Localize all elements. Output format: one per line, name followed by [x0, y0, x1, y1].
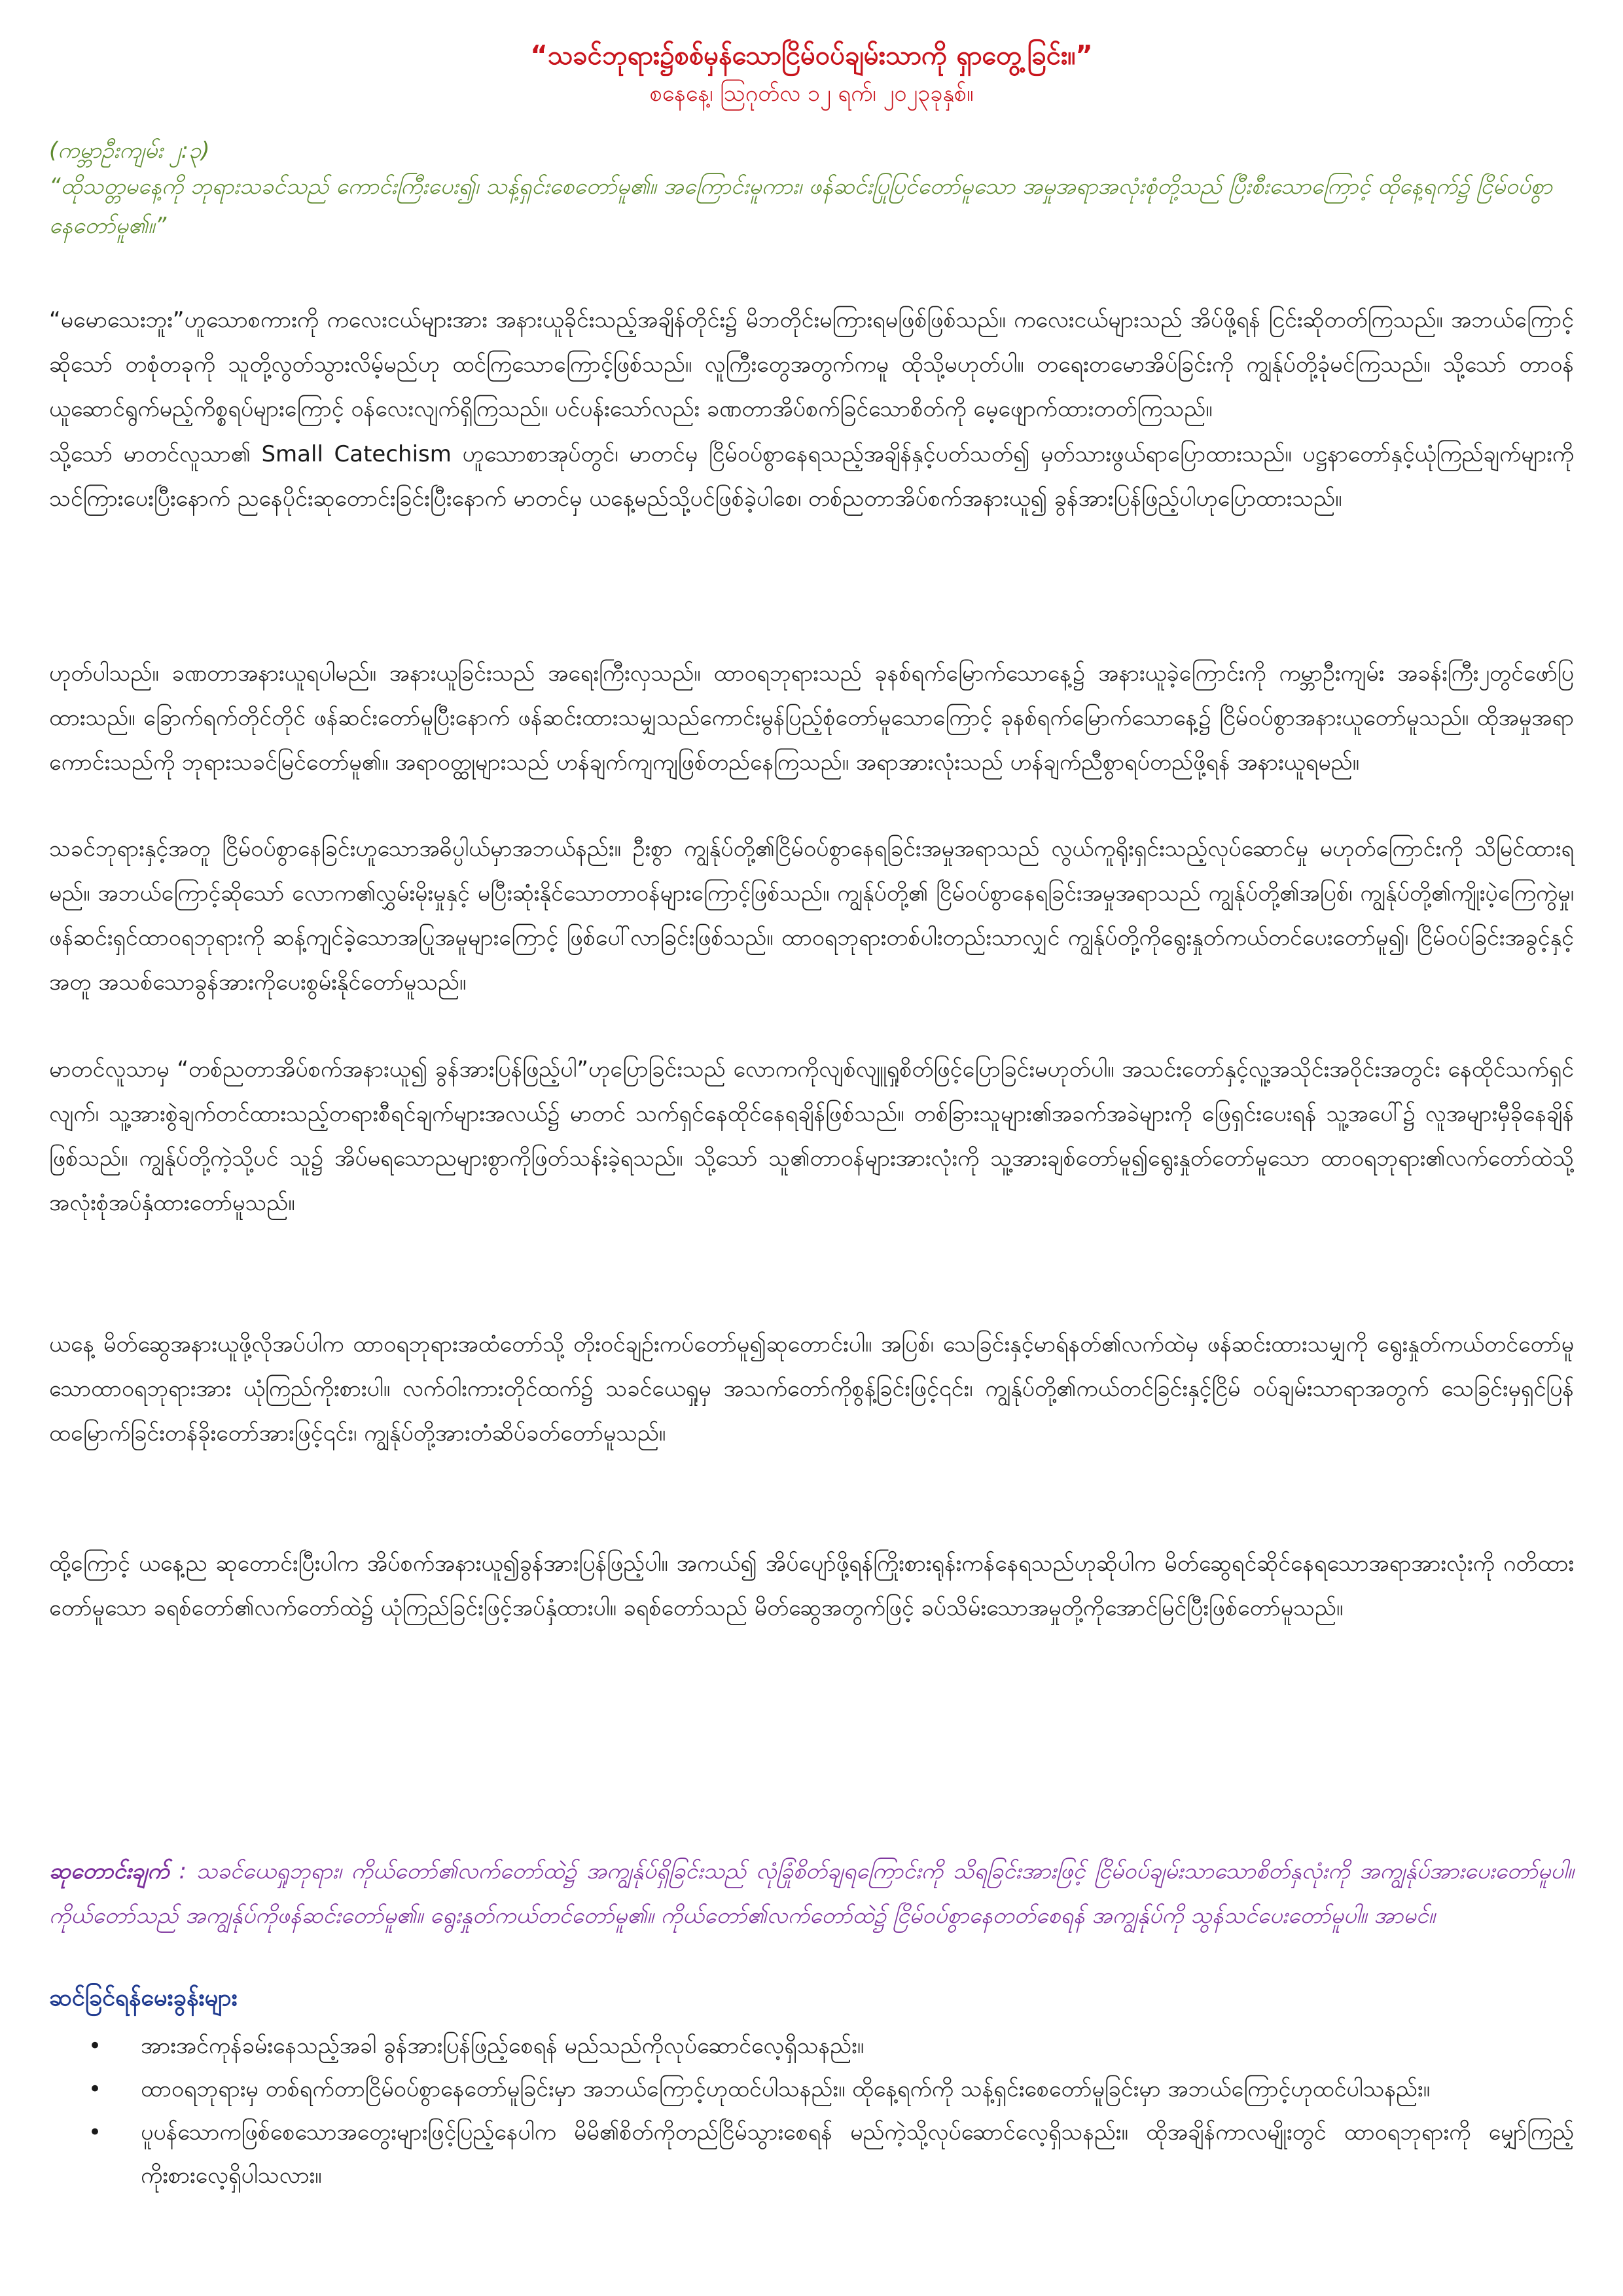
paragraph-3: ဟုတ်ပါသည်။ ခဏတာအနားယူရပါမည်။ အနားယူခြင်းသည် အရေးကြီးလှသည်။ ထာဝရဘုရားသည် ခုနစ်ရက်မြောက်သောနေ့၌ အနားယူခဲ့ကြောင်းကို ကမ္ဘာဦးကျမ်း အခန်းကြီး၂တွင်ဖော်ပြထားသည်။ ခြောက်ရက်တိုင်တိုင် ဖန်ဆင်းတော်မူပြီးနောက် ဖန်ဆင်းထားသမျှသည်ကောင်းမွန်ပြည့်စုံတော်မူသောကြောင့် ခုနစ်ရက်မြောက်သောနေ့၌ ငြိမ်ဝပ်စွာအနားယူတော်မူသည်။ ထိုအမှုအရာကောင်းသည်ကို ဘုရားသခင်မြင်တော်မူ၏။ အရာဝတ္ထုများသည် ဟန်ချက်ကျကျဖြစ်တည်နေကြသည်။ အရာအားလုံးသည် ဟန်ချက်ညီစွာရပ်တည်ဖို့ရန် အနားယူရမည်။ [49, 660, 1574, 776]
question-text: အားအင်ကုန်ခမ်းနေသည့်အခါ ခွန်အားပြန်ဖြည့်စေရန် မည်သည်ကိုလုပ်ဆောင်လေ့ရှိသနည်း။ [141, 2033, 865, 2059]
prayer-separator: : [169, 1858, 187, 1884]
page-title: “သခင်ဘုရား၌စစ်မှန်သောငြိမ်ဝပ်ချမ်းသာကို ရှာတွေ့ခြင်း။” [530, 41, 1093, 71]
header [0, 36, 1623, 112]
paragraph-4: သခင်ဘုရားနှင့်အတူ ငြိမ်ဝပ်စွာနေခြင်းဟူသောအဓိပ္ပါယ်မှာအဘယ်နည်း။ ဦးစွာ ကျွန်ုပ်တို့၏ငြိမ်ဝပ်စွာနေရခြင်းအမှုအရာသည် လွယ်ကူရိုးရှင်းသည့်လုပ်ဆောင်မှု မဟုတ်ကြောင်းကို သိမြင်ထားရမည်။ အဘယ်ကြောင့်ဆိုသော် လောက၏လွှမ်းမိုးမှုနှင့် မပြီးဆုံးနိုင်သောတာဝန်များကြောင့်ဖြစ်သည်။ ကျွန်ုပ်တို့၏ ငြိမ်ဝပ်စွာနေရခြင်းအမှုအရာသည် ကျွန်ုပ်တို့၏အပြစ်၊ ကျွန်ုပ်တို့၏ကျိုးပဲ့ကြေကွဲမှု၊ ဖန်ဆင်းရှင်ထာဝရဘုရားကို ဆန့်ကျင်ခဲ့သောအပြုအမူများကြောင့် ဖြစ်ပေါ်လာခြင်းဖြစ်သည်။ ထာဝရဘုရားတစ်ပါးတည်းသာလျှင် ကျွန်ုပ်တို့ကိုရွေးနှုတ်ကယ်တင်ပေးတော်မူ၍၊ ငြိမ်ဝပ်ခြင်းအခွင့်နှင့်အတူ အသစ်သောခွန်အားကိုပေးစွမ်းနိုင်တော်မူသည်။ [49, 836, 1574, 996]
date-line: စနေနေ့၊ ဩဂုတ်လ ၁၂ ရက်၊ ၂၀၂၃ခုနှစ်။ [649, 81, 974, 107]
prayer-block [49, 1849, 1574, 1938]
prayer-text: သခင်ယေရှုဘုရား၊ ကိုယ်တော်၏လက်တော်ထဲ၌ အကျွန်ုပ်ရှိခြင်းသည် လုံခြုံစိတ်ချရကြောင်းကို သိရခြင်းအားဖြင့် ငြိမ်ဝပ်ချမ်းသာသောစိတ်နှလုံးကို အကျွန်ုပ်အားပေးတော်မူပါ။ ကိုယ်တော်သည် အကျွန်ုပ်ကိုဖန်ဆင်းတော်မူ၏။ ရွေးနှုတ်ကယ်တင်တော်မူ၏။ ကိုယ်တော်၏လက်တော်ထဲ၌ ငြိမ်ဝပ်စွာနေတတ်စေရန် အကျွန်ုပ်ကို သွန်သင်ပေးတော်မူပါ။ အာမင်။ [49, 1858, 1574, 1929]
paragraph-2: သို့သော် မာတင်လူသာ၏ Small Catechism ဟူသောစာအုပ်တွင်၊ မာတင်မှ ငြိမ်ဝပ်စွာနေရသည့်အချိန်နှင့်ပတ်သတ်၍ မှတ်သားဖွယ်ရာပြောထားသည်။ ပဋ္ဌနာတော်နှင့်ယုံကြည်ချက်များကို သင်ကြားပေးပြီးနောက် ညနေပိုင်းဆုတောင်းခြင်းပြီးနောက် မာတင်မှ ယနေ့မည်သို့ပင်ဖြစ်ခဲ့ပါစေ၊ တစ်ညတာအိပ်စက်အနားယူ၍ ခွန်အားပြန်ဖြည့်ပါဟုပြောထားသည်။ [49, 441, 1574, 512]
question-item [49, 2024, 1574, 2068]
prayer-label: ဆုတောင်းချက် [49, 1858, 169, 1884]
question-item [49, 2111, 1574, 2197]
paragraph-1: “မမောသေးဘူး”ဟူသောစကားကို ကလေးငယ်များအား အနားယူခိုင်းသည့်အချိန်တိုင်း၌ မိဘတိုင်းမကြားရမဖြစ်ဖြစ်သည်။ ကလေးငယ်များသည် အိပ်ဖို့ရန် ငြင်းဆိုတတ်ကြသည်။ အဘယ်ကြောင့်ဆိုသော် တစုံတခုကို သူတို့လွတ်သွားလိမ့်မည်ဟု ထင်ကြသောကြောင့်ဖြစ်သည်။ လူကြီးတွေအတွက်ကမူ ထိုသို့မဟုတ်ပါ။ တရေးတမောအိပ်ခြင်းကို ကျွန်ုပ်တို့ခုံမင်ကြသည်။ သို့သော် တာဝန်ယူဆောင်ရွက်မည့်ကိစ္စရပ်များကြောင့် ဝန်လေးလျက်ရှိကြသည်။ ပင်ပန်းသော်လည်း ခဏတာအိပ်စက်ခြင်သောစိတ်ကို မေ့ဖျောက်ထားတတ်ကြသည်။ [49, 307, 1574, 422]
scripture-reference: (ကမ္ဘာဦးကျမ်း ၂:၃) [49, 137, 210, 164]
paragraph-5: မာတင်လူသာမှ “တစ်ညတာအိပ်စက်အနားယူ၍ ခွန်အားပြန်ဖြည့်ပါ”ဟုပြောခြင်းသည် လောကကိုလျစ်လျူရှုစိတ်ဖြင့်ပြောခြင်းမဟုတ်ပါ။ အသင်းတော်နှင့်လူ့အသိုင်းအဝိုင်းအတွင်း နေထိုင်သက်ရှင်လျက်၊ သူ့အားစွဲချက်တင်ထားသည့်တရားစီရင်ချက်များအလယ်၌ မာတင် သက်ရှင်နေထိုင်နေရချိန်ဖြစ်သည်။ တစ်ခြားသူများ၏အခက်အခဲများကို ဖြေရှင်းပေးရန် သူ့အပေါ်၌ လူအများမှီခိုနေချိန်ဖြစ်သည်။ ကျွန်ုပ်တို့ကဲ့သို့ပင် သူ၌ အိပ်မရသောညများစွာကိုဖြတ်သန်းခဲ့ရသည်။ သို့သော် သူ၏တာဝန်များအားလုံးကို သူ့အားချစ်တော်မူ၍ရွေးနှုတ်တော်မူသော ထာဝရဘုရား၏လက်တော်ထဲသို့ အလုံးစုံအပ်နှံထားတော်မူသည်။ [49, 1056, 1574, 1216]
questions-heading: ဆင်ခြင်ရန်မေးခွန်းများ [49, 1984, 238, 2011]
scripture-block [49, 134, 1574, 245]
question-item [49, 2068, 1574, 2111]
bullet-icon: • [88, 2033, 102, 2059]
paragraph-7: ထို့ကြောင့် ယနေ့ည ဆုတောင်းပြီးပါက အိပ်စက်အနားယူ၍ခွန်အားပြန်ဖြည့်ပါ။ အကယ်၍ အိပ်ပျော်ဖို့ရန်ကြိုးစားရုန်းကန်နေရသည်ဟုဆိုပါက မိတ်ဆွေရင်ဆိုင်နေရသောအရာအားလုံးကို ဂတိထားတော်မူသော ခရစ်တော်၏လက်တော်ထဲ၌ ယုံကြည်ခြင်းဖြင့်အပ်နှံထားပါ။ ခရစ်တော်သည် မိတ်ဆွေအတွက်ဖြင့် ခပ်သိမ်းသောအမှုတို့ကိုအောင်မြင်ပြီးဖြစ်တော်မူသည်။ [49, 1551, 1574, 1621]
question-text: ပူပန်သောကဖြစ်စေသောအတွေးများဖြင့်ပြည့်နေပါက မိမိ၏စိတ်ကိုတည်ငြိမ်သွားစေရန် မည်ကဲ့သို့လုပ်ဆောင်လေ့ရှိသနည်း။ ထိုအချိန်ကာလမျိုးတွင် ထာဝရဘုရားကို မျှော်ကြည့်ကိုးစားလေ့ရှိပါသလား။ [141, 2119, 1574, 2189]
question-text: ထာဝရဘုရားမှ တစ်ရက်တာငြိမ်ဝပ်စွာနေတော်မူခြင်းမှာ အဘယ်ကြောင့်ဟုထင်ပါသနည်း။ ထိုနေ့ရက်ကို သန့်ရှင်းစေတော်မူခြင်းမှာ အဘယ်ကြောင့်ဟုထင်ပါသနည်း။ [141, 2076, 1430, 2102]
questions-list [49, 2024, 1574, 2197]
paragraph-6: ယနေ့ မိတ်ဆွေအနားယူဖို့လိုအပ်ပါက ထာဝရဘုရားအထံတော်သို့ တိုးဝင်ချဉ်းကပ်တော်မူ၍ဆုတောင်းပါ။ အပြစ်၊ သေခြင်းနှင့်မာရ်နတ်၏လက်ထဲမှ ဖန်ဆင်းထားသမျှကို ရွေးနှုတ်ကယ်တင်တော်မူသောထာဝရဘုရားအား ယုံကြည်ကိုးစားပါ။ လက်ဝါးကားတိုင်ထက်၌ သခင်ယေရှုမှ အသက်တော်ကိုစွန့်ခြင်းဖြင့်၎င်း၊ ကျွန်ုပ်တို့၏ကယ်တင်ခြင်းနှင့်ငြိမ် ဝပ်ချမ်းသာရာအတွက် သေခြင်းမှရှင်ပြန်ထမြောက်ခြင်းတန်ခိုးတော်အားဖြင့်၎င်း၊ ကျွန်ုပ်တို့အားတံဆိပ်ခတ်တော်မူသည်။ [49, 1331, 1574, 1446]
bullet-icon: • [88, 2119, 102, 2145]
scripture-text: “ထိုသတ္တမနေ့ကို ဘုရားသခင်သည် ကောင်းကြီးပေး၍၊ သန့်ရှင်းစေတော်မူ၏။ အကြောင်းမူကား၊ ဖန်ဆင်းပြုပြင်တော်မူသော အမှုအရာအလုံးစုံတို့သည် ပြီးစီးသောကြောင့် ထိုနေ့ရက်၌ ငြိမ်ဝပ်စွာနေတော်မူ၏။” [49, 173, 1553, 239]
bullet-icon: • [88, 2076, 102, 2102]
